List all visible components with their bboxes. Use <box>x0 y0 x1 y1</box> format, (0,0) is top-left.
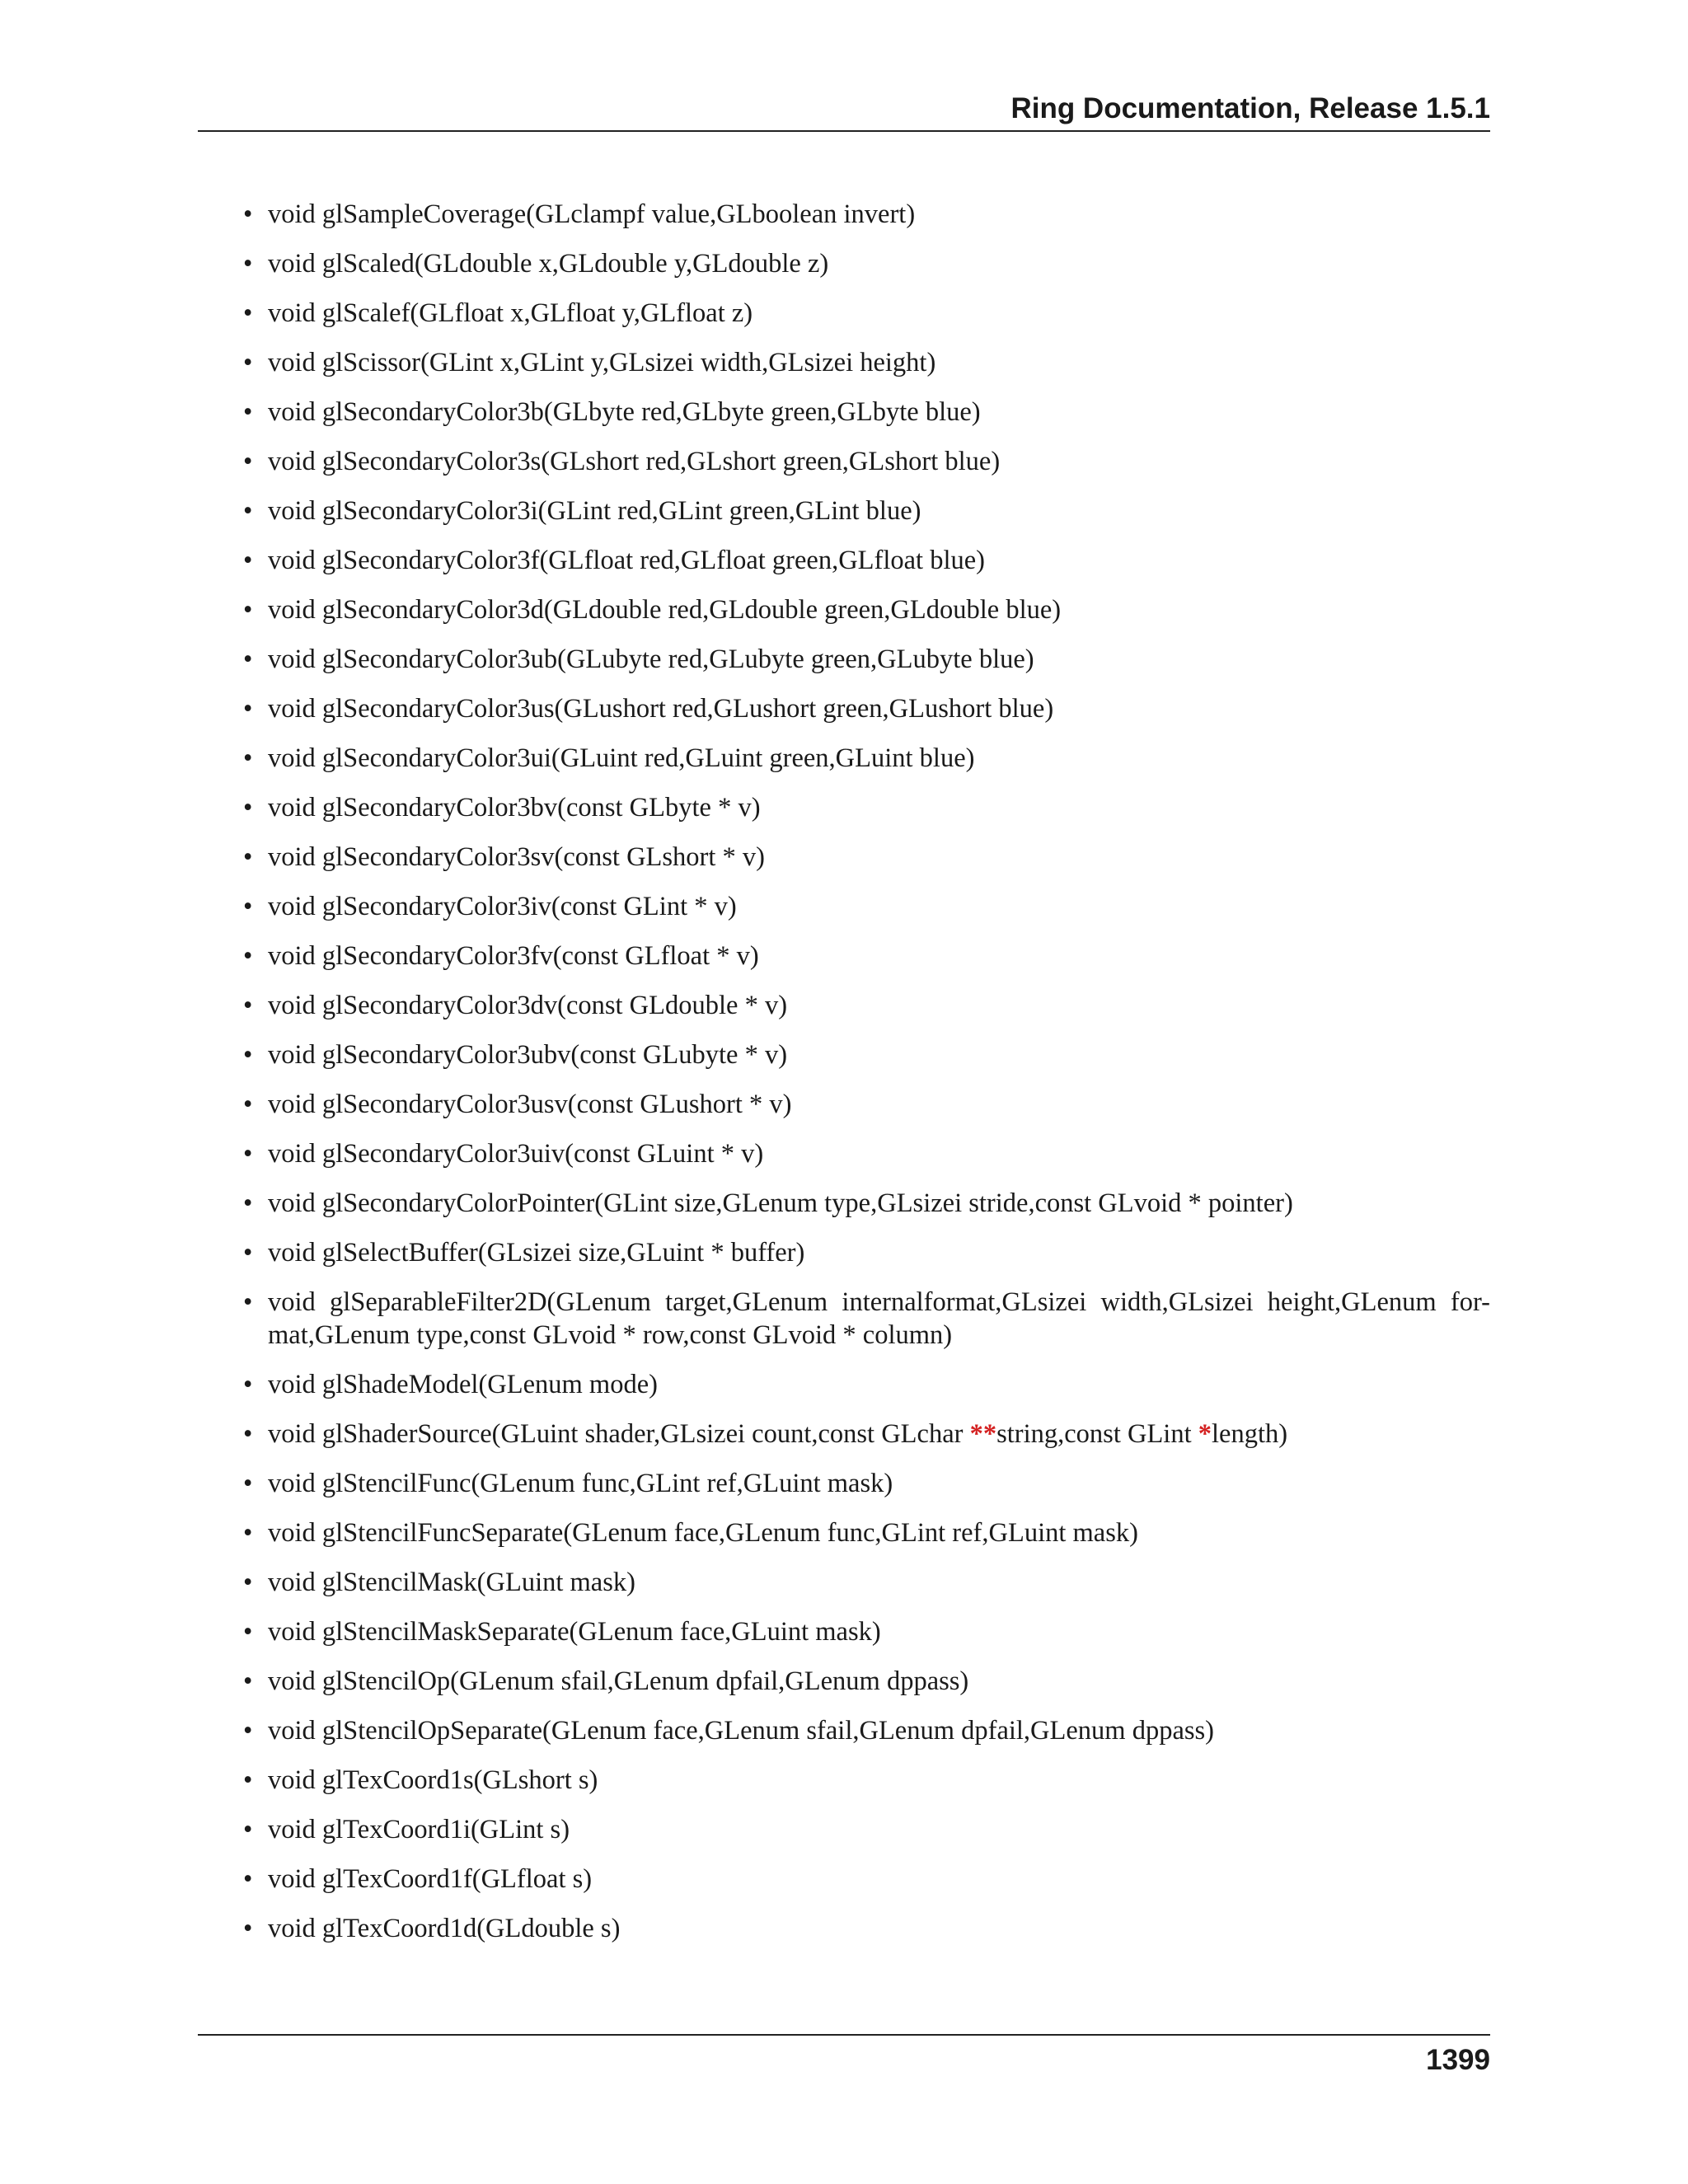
function-list-item <box>243 1764 1490 1797</box>
function-signature: void glSecondaryColor3i(GLint red,GLint green,GLint blue) <box>268 496 921 526</box>
function-signature: void glStencilMask(GLuint mask) <box>268 1568 635 1597</box>
bullet-icon: • <box>243 941 253 971</box>
bullet-icon: • <box>243 1716 253 1746</box>
function-signature: void glStencilFuncSeparate(GLenum face,GLenum func,GLint ref,GLuint mask) <box>268 1518 1138 1548</box>
bullet-icon: • <box>243 1568 253 1597</box>
function-list-item <box>243 1813 1490 1846</box>
function-list-item <box>243 544 1490 577</box>
function-signature: void glSecondaryColor3uiv(const GLuint * v) <box>268 1139 764 1169</box>
page-number: 1399 <box>1426 2044 1490 2076</box>
function-signature: void glTexCoord1f(GLfloat s) <box>268 1864 593 1894</box>
function-list-item <box>243 841 1490 874</box>
function-list-item <box>243 247 1490 280</box>
function-signature: void glScissor(GLint x,GLint y,GLsizei width,GLsizei height) <box>268 348 936 377</box>
function-signature: void glSecondaryColor3ui(GLuint red,GLuint green,GLuint blue) <box>268 743 975 773</box>
function-list-item <box>243 1137 1490 1170</box>
function-list-item <box>243 989 1490 1022</box>
function-list <box>243 198 1490 1961</box>
function-list-item <box>243 1467 1490 1500</box>
signature-segment: length) <box>1211 1419 1288 1449</box>
function-signature: void glSelectBuffer(GLsizei size,GLuint * buffer) <box>268 1238 805 1268</box>
bullet-icon: • <box>243 546 253 575</box>
function-signature: void glSecondaryColor3s(GLshort red,GLshort green,GLshort blue) <box>268 447 1001 476</box>
function-list-item <box>243 643 1490 676</box>
bullet-icon: • <box>243 991 253 1020</box>
function-list-item <box>243 692 1490 725</box>
function-signature: void glSecondaryColor3d(GLdouble red,GLdouble green,GLdouble blue) <box>268 595 1062 625</box>
bullet-icon: • <box>243 595 253 625</box>
function-list-item <box>243 346 1490 379</box>
function-signature: void glSeparableFilter2D(GLenum target,GLenum internalformat,GLsizei width,GLsizei height,GLenum for-mat,GLenum type,const GLvoid * row,const GLvoid * column) <box>268 1287 1490 1350</box>
bullet-icon: • <box>243 1617 253 1647</box>
function-signature: void glSampleCoverage(GLclampf value,GLboolean invert) <box>268 199 916 229</box>
function-signature: void glSecondaryColor3dv(const GLdouble * v) <box>268 991 788 1020</box>
header-rule <box>198 130 1490 132</box>
function-list-item <box>243 198 1490 231</box>
function-signature: void glTexCoord1s(GLshort s) <box>268 1765 598 1795</box>
function-list-item <box>243 1038 1490 1071</box>
function-list-item <box>243 1088 1490 1121</box>
bullet-icon: • <box>243 1518 253 1548</box>
bullet-icon: • <box>243 1370 253 1399</box>
function-list-item <box>243 593 1490 626</box>
function-signature: void glScaled(GLdouble x,GLdouble y,GLdouble z) <box>268 249 829 279</box>
bullet-icon: • <box>243 1666 253 1696</box>
bullet-icon: • <box>243 1139 253 1169</box>
highlighted-asterisk: * <box>1198 1419 1212 1449</box>
function-signature: void glTexCoord1d(GLdouble s) <box>268 1914 621 1943</box>
bullet-icon: • <box>243 496 253 526</box>
function-list-item <box>243 1286 1490 1352</box>
function-list-item <box>243 940 1490 972</box>
function-signature: void glScalef(GLfloat x,GLfloat y,GLfloat z) <box>268 298 753 328</box>
function-signature: void glSecondaryColor3us(GLushort red,GLushort green,GLushort blue) <box>268 694 1054 724</box>
bullet-icon: • <box>243 892 253 921</box>
bullet-icon: • <box>243 1188 253 1218</box>
bullet-icon: • <box>243 1090 253 1119</box>
bullet-icon: • <box>243 1419 253 1449</box>
function-signature: void glSecondaryColor3sv(const GLshort * v) <box>268 842 765 872</box>
function-signature: void glSecondaryColor3usv(const GLushort * v) <box>268 1090 792 1119</box>
function-list-item <box>243 1863 1490 1896</box>
function-list-item <box>243 1665 1490 1698</box>
bullet-icon: • <box>243 397 253 427</box>
function-list-item <box>243 742 1490 775</box>
function-signature: void glSecondaryColor3ub(GLubyte red,GLubyte green,GLubyte blue) <box>268 644 1034 674</box>
bullet-icon: • <box>243 743 253 773</box>
bullet-icon: • <box>243 348 253 377</box>
function-list-item <box>243 396 1490 429</box>
signature-segment: void glShaderSource(GLuint shader,GLsizei count,const GLchar <box>268 1419 970 1449</box>
bullet-icon: • <box>243 199 253 229</box>
function-list-item <box>243 890 1490 923</box>
function-list-item <box>243 1418 1490 1451</box>
function-signature <box>268 1419 1287 1449</box>
running-header-title: Ring Documentation, Release 1.5.1 <box>1010 92 1490 124</box>
bullet-icon: • <box>243 694 253 724</box>
bullet-icon: • <box>243 1914 253 1943</box>
footer-rule <box>198 2034 1490 2036</box>
bullet-icon: • <box>243 1469 253 1498</box>
bullet-icon: • <box>243 1040 253 1070</box>
bullet-icon: • <box>243 793 253 823</box>
function-list-item <box>243 1566 1490 1599</box>
function-signature: void glStencilMaskSeparate(GLenum face,GLuint mask) <box>268 1617 881 1647</box>
highlighted-asterisk: ** <box>969 1419 997 1449</box>
function-signature: void glTexCoord1i(GLint s) <box>268 1815 570 1844</box>
bullet-icon: • <box>243 842 253 872</box>
bullet-icon: • <box>243 249 253 279</box>
function-signature: void glShadeModel(GLenum mode) <box>268 1370 658 1399</box>
bullet-icon: • <box>243 1238 253 1268</box>
function-signature: void glStencilOpSeparate(GLenum face,GLenum sfail,GLenum dpfail,GLenum dppass) <box>268 1716 1215 1746</box>
function-list-item <box>243 494 1490 527</box>
function-list-item <box>243 297 1490 330</box>
function-list-item <box>243 1516 1490 1549</box>
function-signature: void glSecondaryColor3iv(const GLint * v) <box>268 892 737 921</box>
function-signature: void glStencilOp(GLenum sfail,GLenum dpfail,GLenum dppass) <box>268 1666 969 1696</box>
function-signature: void glSecondaryColor3ubv(const GLubyte * v) <box>268 1040 788 1070</box>
function-list-item <box>243 1187 1490 1220</box>
bullet-icon: • <box>243 1287 253 1317</box>
bullet-icon: • <box>243 298 253 328</box>
function-list-item <box>243 1615 1490 1648</box>
function-signature: void glSecondaryColor3f(GLfloat red,GLfloat green,GLfloat blue) <box>268 546 985 575</box>
bullet-icon: • <box>243 644 253 674</box>
bullet-icon: • <box>243 1864 253 1894</box>
function-list-item <box>243 1236 1490 1269</box>
function-list-item <box>243 1368 1490 1401</box>
function-list-item <box>243 1912 1490 1945</box>
bullet-icon: • <box>243 1815 253 1844</box>
bullet-icon: • <box>243 447 253 476</box>
function-signature: void glSecondaryColor3b(GLbyte red,GLbyte green,GLbyte blue) <box>268 397 981 427</box>
function-list-item <box>243 445 1490 478</box>
bullet-icon: • <box>243 1765 253 1795</box>
function-signature: void glStencilFunc(GLenum func,GLint ref,GLuint mask) <box>268 1469 893 1498</box>
function-signature: void glSecondaryColor3bv(const GLbyte * v) <box>268 793 761 823</box>
function-signature: void glSecondaryColorPointer(GLint size,GLenum type,GLsizei stride,const GLvoid * pointer) <box>268 1188 1293 1218</box>
function-list-item <box>243 791 1490 824</box>
function-list-item <box>243 1714 1490 1747</box>
function-signature: void glSecondaryColor3fv(const GLfloat * v) <box>268 941 759 971</box>
signature-segment: string,const GLint <box>996 1419 1198 1449</box>
